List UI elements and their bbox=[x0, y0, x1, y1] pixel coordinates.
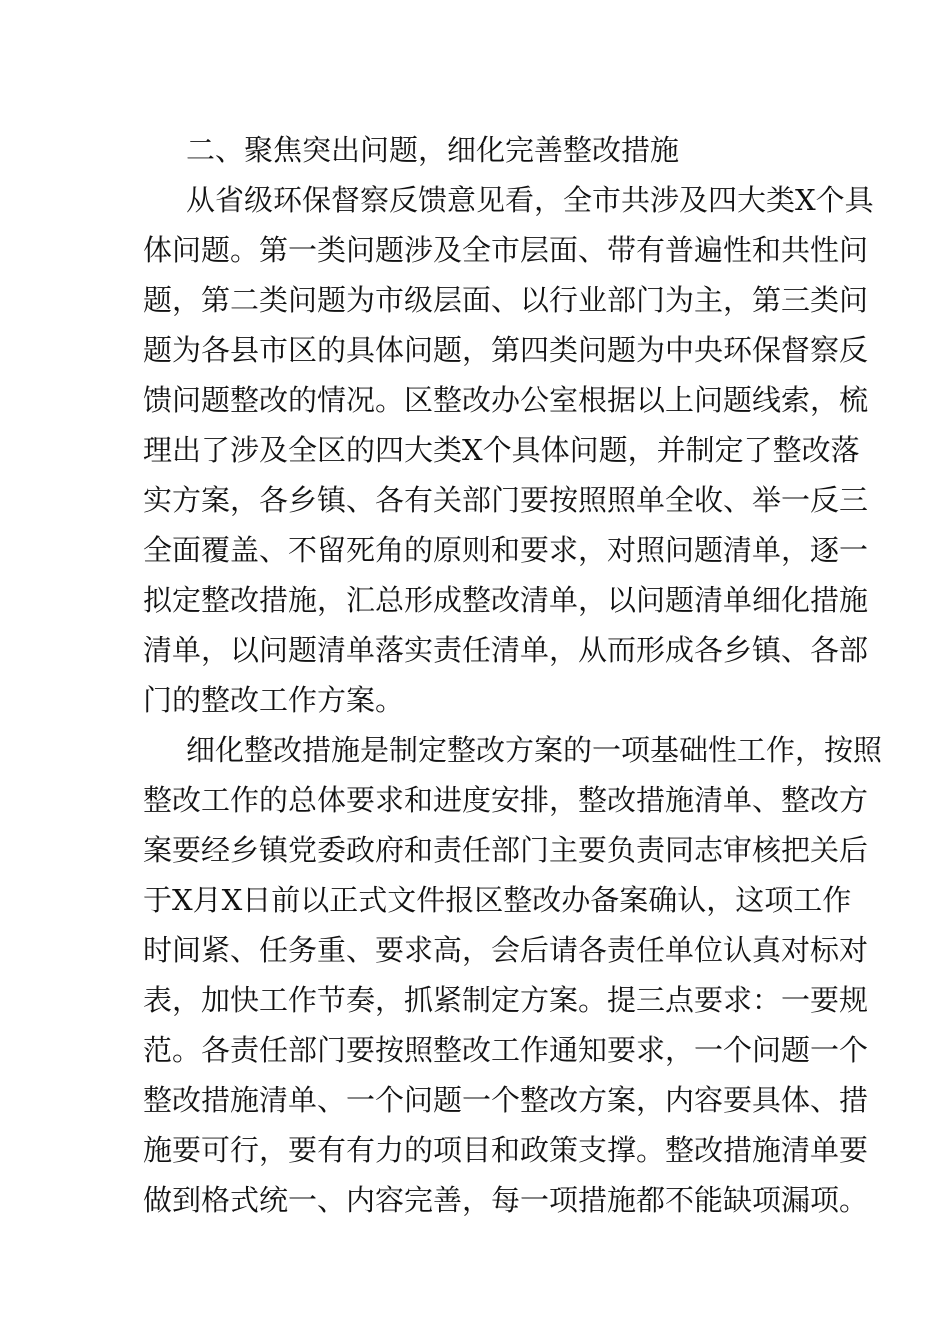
paragraph1-line-7: 实方案，各乡镇、各有关部门要按照照单全收、举一反三 bbox=[143, 483, 869, 517]
paragraph1-line-8: 全面覆盖、不留死角的原则和要求，对照问题清单，逐一 bbox=[143, 533, 869, 567]
paragraph2-line-1: 细化整改措施是制定整改方案的一项基础性工作，按照 bbox=[186, 733, 883, 767]
paragraph1-line-9: 拟定整改措施，汇总形成整改清单，以问题清单细化措施 bbox=[143, 583, 869, 617]
paragraph1-line-11: 门的整改工作方案。 bbox=[143, 683, 405, 717]
paragraph2-line-10: 做到格式统一、内容完善，每一项措施都不能缺项漏项。 bbox=[143, 1183, 869, 1217]
paragraph1-line-4: 题为各县市区的具体问题，第四类问题为中央环保督察反 bbox=[143, 333, 869, 367]
paragraph1-line-5: 馈问题整改的情况。区整改办公室根据以上问题线索，梳 bbox=[143, 383, 869, 417]
paragraph2-line-3: 案要经乡镇党委政府和责任部门主要负责同志审核把关后 bbox=[143, 833, 869, 867]
paragraph2-line-8: 整改措施清单、一个问题一个整改方案，内容要具体、措 bbox=[143, 1083, 869, 1117]
section-heading: 二、聚焦突出问题，细化完善整改措施 bbox=[186, 133, 680, 167]
paragraph2-line-2: 整改工作的总体要求和进度安排，整改措施清单、整改方 bbox=[143, 783, 869, 817]
paragraph1-line-2: 体问题。第一类问题涉及全市层面、带有普遍性和共性问 bbox=[143, 233, 869, 267]
paragraph2-line-7: 范。各责任部门要按照整改工作通知要求，一个问题一个 bbox=[143, 1033, 869, 1067]
paragraph2-line-4: 于X月X日前以正式文件报区整改办备案确认，这项工作 bbox=[143, 883, 852, 917]
paragraph1-line-1: 从省级环保督察反馈意见看，全市共涉及四大类X个具 bbox=[186, 183, 874, 217]
paragraph2-line-5: 时间紧、任务重、要求高，会后请各责任单位认真对标对 bbox=[143, 933, 869, 967]
paragraph1-line-6: 理出了涉及全区的四大类X个具体问题，并制定了整改落 bbox=[143, 433, 860, 467]
paragraph1-line-3: 题，第二类问题为市级层面、以行业部门为主，第三类问 bbox=[143, 283, 869, 317]
paragraph2-line-9: 施要可行，要有有力的项目和政策支撑。整改措施清单要 bbox=[143, 1133, 869, 1167]
paragraph2-line-6: 表，加快工作节奏，抓紧制定方案。提三点要求：一要规 bbox=[143, 983, 869, 1017]
paragraph1-line-10: 清单，以问题清单落实责任清单，从而形成各乡镇、各部 bbox=[143, 633, 869, 667]
